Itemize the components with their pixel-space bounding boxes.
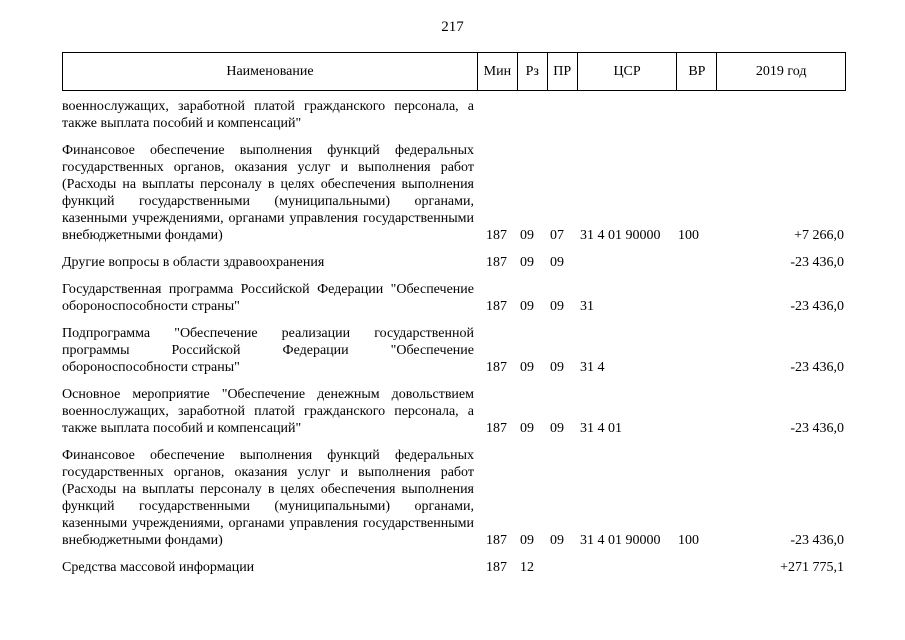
header-rz: Рз	[518, 53, 548, 90]
table-row	[62, 447, 846, 549]
row-sum: -23 436,0	[790, 255, 844, 270]
row-min: 187	[486, 228, 507, 243]
table-row	[62, 142, 846, 244]
row-min: 187	[486, 255, 507, 270]
header-name: Наименование	[63, 53, 478, 90]
row-vr: 100	[678, 533, 699, 548]
row-name: Основное мероприятие "Обеспечение денежным довольствием военнослужащих, заработной платой гражданского персонала, а также выплата пособий и компенсаций"	[62, 387, 474, 436]
row-sum: -23 436,0	[790, 421, 844, 436]
row-pr: 09	[550, 255, 564, 270]
row-min: 187	[486, 560, 507, 575]
table-header	[62, 52, 846, 91]
row-rz: 12	[520, 560, 534, 575]
row-name: Финансовое обеспечение выполнения функций федеральных государственных органов, оказания услуг и выполнения работ (Расходы на выплаты персоналу в целях обеспечения выполнения функций государственными (муниципальными) органами, казенными учреждениями, органами управления государственными внебюджетными фондами)	[62, 143, 474, 243]
row-name: военнослужащих, заработной платой гражданского персонала, а также выплата пособий и компенсаций"	[62, 99, 474, 131]
row-rz: 09	[520, 255, 534, 270]
row-rz: 09	[520, 421, 534, 436]
row-rz: 09	[520, 533, 534, 548]
table-row	[62, 325, 846, 376]
row-pr: 09	[550, 533, 564, 548]
row-sum: +7 266,0	[794, 228, 844, 243]
row-csr: 31 4 01	[580, 421, 622, 436]
header-min: Мин	[478, 53, 518, 90]
row-sum: -23 436,0	[790, 299, 844, 314]
row-rz: 09	[520, 228, 534, 243]
table-row	[62, 98, 846, 132]
row-name: Средства массовой информации	[62, 560, 255, 575]
row-min: 187	[486, 421, 507, 436]
table-body	[62, 98, 846, 586]
row-sum: -23 436,0	[790, 533, 844, 548]
table-row	[62, 559, 846, 576]
table-row	[62, 281, 846, 315]
header-csr: ЦСР	[578, 53, 678, 90]
row-min: 187	[486, 299, 507, 314]
row-csr: 31 4	[580, 360, 605, 375]
row-pr: 07	[550, 228, 564, 243]
header-sum: 2019 год	[755, 63, 807, 79]
page-number: 217	[441, 19, 464, 35]
row-name: Подпрограмма "Обеспечение реализации государственной программы Российской Федерации "Обеспечение обороноспособности страны"	[62, 326, 474, 375]
row-min: 187	[486, 533, 507, 548]
row-name: Государственная программа Российской Федерации "Обеспечение обороноспособности страны"	[62, 282, 474, 314]
row-name: Финансовое обеспечение выполнения функций федеральных государственных органов, оказания услуг и выполнения работ (Расходы на выплаты персоналу в целях обеспечения выполнения функций государственными (муниципальными) органами, казенными учреждениями, органами управления государственными внебюджетными фондами)	[62, 448, 474, 548]
row-sum: +271 775,1	[780, 560, 844, 575]
header-vr: ВР	[677, 53, 717, 90]
row-csr: 31 4 01 90000	[580, 228, 661, 243]
row-vr: 100	[678, 228, 699, 243]
row-csr: 31	[580, 299, 594, 314]
table-row	[62, 254, 846, 271]
table-row	[62, 386, 846, 437]
row-pr: 09	[550, 421, 564, 436]
row-pr: 09	[550, 299, 564, 314]
header-pr: ПР	[548, 53, 578, 90]
row-name: Другие вопросы в области здравоохранения	[62, 255, 325, 270]
row-csr: 31 4 01 90000	[580, 533, 661, 548]
row-rz: 09	[520, 360, 534, 375]
row-pr: 09	[550, 360, 564, 375]
row-sum: -23 436,0	[790, 360, 844, 375]
row-min: 187	[486, 360, 507, 375]
row-rz: 09	[520, 299, 534, 314]
